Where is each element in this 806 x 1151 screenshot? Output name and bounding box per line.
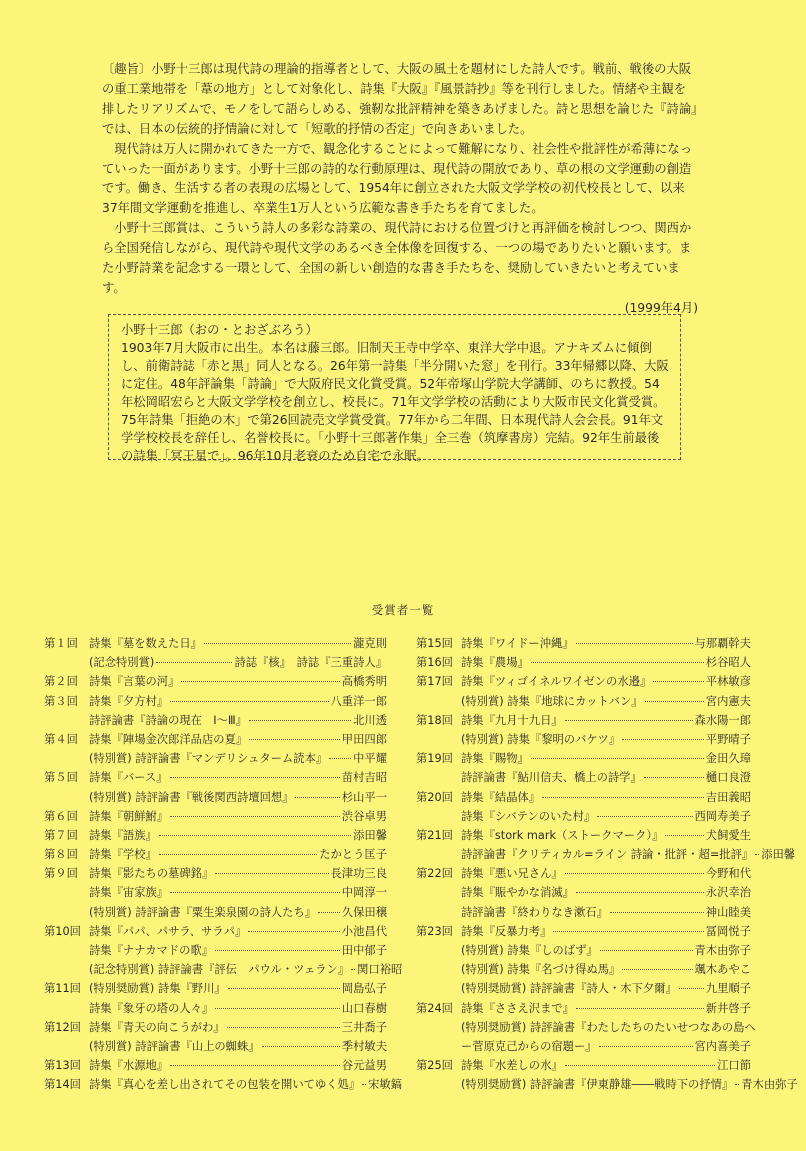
award-work: 詩集『ワイドー沖縄』 (461, 637, 574, 650)
award-author: 冨岡悦子 (705, 924, 751, 938)
award-round: 第24回 (416, 1001, 453, 1015)
leader-dots (204, 643, 351, 644)
award-work: 詩集『水差しの水』 (461, 1059, 563, 1073)
award-round: 第16回 (416, 656, 453, 670)
leader-dots (531, 662, 704, 663)
winner-row (416, 979, 751, 998)
winner-row (416, 864, 751, 883)
leader-dots (249, 720, 351, 721)
award-author: 森水陽一郎 (694, 713, 751, 727)
leader-dots (215, 1008, 340, 1009)
winner-row (416, 845, 796, 864)
award-work: 詩集『賑やかな消滅』 (461, 886, 574, 900)
award-work: (特別賞) 詩評論書『山上の蜘蛛』 (89, 1039, 260, 1053)
award-work: 詩集『真心を差し出されてその包装を開いてゆく処』 (89, 1078, 361, 1092)
winner-row (44, 1075, 403, 1094)
winner-row (416, 711, 751, 730)
award-author: 平林敏彦 (705, 675, 751, 689)
award-work: (特別賞) 詩評論書『戦後関西詩壇回想』 (89, 790, 294, 804)
winner-row (44, 979, 387, 998)
winner-row (416, 768, 751, 787)
award-author: 杉山平一 (341, 790, 387, 804)
award-author: 吉田義昭 (705, 790, 751, 804)
leader-dots (553, 931, 703, 932)
intro-paragraph-2: 現代詩は万人に開かれてきた一方で、観念化することによって難解になり、社会性や批評性が希薄になっていった一面があります。小野十三郎の詩的な行動原理は、現代詩の開放であり、草の根の文学運動の創造です。働き、生活する者の表現の広場として、1954年に創立された大阪文学学校の初代校長として、以来37年間文学運動を推進し、卒業生1万人という広範な書き手たちを育てました。 (102, 141, 693, 216)
award-author: 青木由弥子 (694, 944, 751, 957)
award-work: 詩集『水源地』 (89, 1059, 169, 1073)
award-round: 第13回 (44, 1059, 81, 1073)
leader-dots (597, 816, 692, 817)
award-work: 詩集『墓を数えた日』 (89, 637, 202, 650)
award-author: 新井啓子 (705, 1001, 751, 1015)
leader-dots (610, 912, 704, 913)
winner-row (416, 749, 751, 768)
award-work: 詩集『象牙の塔の人々』 (89, 1001, 214, 1015)
award-author: 添田馨 (761, 848, 796, 862)
leader-dots (531, 758, 704, 759)
leader-dots (665, 835, 703, 836)
award-work: (特別奨励賞) 詩集『野川』 (89, 982, 226, 996)
winner-row (416, 883, 751, 902)
award-author: 田中郁子 (341, 944, 387, 957)
leader-dots (170, 701, 328, 702)
leader-dots (159, 854, 317, 855)
leader-dots (170, 777, 340, 778)
leader-dots (755, 854, 759, 855)
award-author: 杉谷昭人 (705, 656, 751, 670)
leader-dots (156, 662, 232, 663)
award-work: 詩集『青天の向こうがわ』 (89, 1020, 225, 1034)
winner-row (44, 845, 387, 864)
award-author: 小池昌代 (341, 924, 387, 938)
award-round: 第17回 (416, 675, 453, 689)
award-round: 第９回 (44, 867, 78, 881)
leader-dots (228, 988, 340, 989)
award-round: 第20回 (416, 790, 453, 804)
winner-row (44, 883, 387, 902)
award-work: (特別賞) 詩評論書『粟生楽泉園の詩人たち』 (89, 905, 317, 919)
award-work: (特別奨励賞) 詩評論書『伊東静雄――戦時下の抒情』 (461, 1078, 734, 1092)
winner-row (44, 807, 387, 826)
award-work: 詩集『朝鮮鮒』 (89, 809, 169, 823)
award-round: 第25回 (416, 1059, 453, 1073)
leader-dots (227, 1027, 340, 1028)
winner-row (416, 999, 751, 1018)
award-author: 高橋秀明 (341, 675, 387, 689)
leader-dots (735, 1084, 739, 1085)
award-work: 詩集『九月十九日』 (461, 713, 563, 727)
leader-dots (295, 797, 339, 798)
leader-dots (644, 777, 704, 778)
award-round: 第21回 (416, 828, 453, 842)
winner-row (416, 672, 751, 691)
leader-dots (576, 1008, 704, 1009)
winner-row (44, 749, 387, 768)
biography-name: 小野十三郎（おの・とおざぶろう） (121, 323, 318, 337)
award-work: 詩集『ツィゴイネルワイゼンの水邉』 (461, 675, 652, 689)
leader-dots (622, 739, 704, 740)
winner-row (44, 692, 387, 711)
winner-row (416, 653, 751, 672)
award-work: (記念特別賞) 詩評論書『評伝 パウル・ツェラン』 (89, 963, 350, 977)
award-author: 宮内憲夫 (705, 694, 751, 708)
award-work: 詩集『結晶体』 (461, 790, 541, 804)
leader-dots (362, 1084, 366, 1085)
winner-row (44, 903, 387, 922)
award-author: 颯木あやこ (694, 963, 751, 977)
leader-dots (170, 816, 340, 817)
leader-dots (329, 758, 351, 759)
leader-dots (576, 892, 704, 893)
intro-text (102, 60, 698, 319)
winner-row (44, 960, 403, 979)
award-author: 山口春樹 (341, 1001, 387, 1015)
winner-row (416, 1075, 798, 1094)
award-author: 江口節 (717, 1059, 751, 1073)
leader-dots (679, 988, 704, 989)
award-round: 第７回 (44, 828, 78, 842)
award-round: 第４回 (44, 732, 78, 746)
winner-row (416, 960, 751, 979)
leader-dots (215, 873, 328, 874)
leader-dots (565, 1065, 715, 1066)
award-round: 第６回 (44, 809, 78, 823)
award-author: 金田久璋 (705, 752, 751, 766)
award-author: 甲田四郎 (341, 732, 387, 746)
winner-row (44, 826, 387, 845)
winner-row (416, 903, 751, 922)
award-author: 神山睦美 (705, 905, 751, 919)
winner-row (416, 634, 751, 653)
award-author: 九里順子 (705, 982, 751, 996)
leader-dots (249, 739, 340, 740)
award-author: 青木由弥子 (741, 1078, 798, 1092)
award-round: 第11回 (44, 982, 81, 996)
winner-row (44, 1037, 387, 1056)
award-round: 第５回 (44, 771, 78, 785)
winner-row (416, 826, 751, 845)
award-author: 長津功三良 (330, 867, 387, 881)
leader-dots (215, 950, 340, 951)
winner-row (44, 672, 387, 691)
award-round: 第18回 (416, 713, 453, 727)
award-author: 中平耀 (353, 752, 387, 766)
award-author: 樋口良澄 (705, 771, 751, 785)
award-author: 平野晴子 (705, 732, 751, 746)
leader-dots (170, 892, 340, 893)
award-author: 季村敏夫 (341, 1039, 387, 1053)
award-author: 北川透 (353, 713, 387, 727)
leader-dots (318, 912, 340, 913)
leader-dots (565, 873, 704, 874)
winner-row (44, 634, 387, 653)
award-author: 詩誌『核』 詩誌『三重詩人』 (234, 656, 387, 670)
winner-row (416, 1056, 751, 1075)
award-author: 中岡淳一 (341, 886, 387, 900)
leader-dots (351, 969, 355, 970)
biography-text: 1903年7月大阪市に出生。本名は藤三郎。旧制天王寺中学卒、東洋大学中退。アナキズムに傾倒し、前衛詩誌「赤と黒」同人となる。26年第一詩集「半分開いた窓」を刊行。33年帰郷以降、大阪に定住。48年評論集「詩論」で大阪府民文化賞受賞。52年帝塚山学院大学講師、のちに教授。54年松岡昭宏らと大阪文学学校を創立し、校長に。71年文学学校の活動により大阪市民文化賞受賞。75年詩集「拒絶の木」で第26回読売文学賞受賞。77年から二年間、日本現代詩人会会長。91年文学学校校長を辞任し、名誉校長に。「小野十三郎著作集」全三巻（筑摩書房）完結。92年生前最後の詩集「冥王星で」。96年10月老衰のため自宅で永眠。 (121, 341, 669, 463)
leader-dots (159, 835, 351, 836)
award-round: 第14回 (44, 1078, 81, 1092)
award-work: (特別賞) 詩集『名づけ得ぬ馬』 (461, 963, 621, 977)
award-work: 詩集『stork mark（ストークマーク）』 (461, 828, 664, 842)
winners-column-left (44, 634, 403, 1095)
award-work: 詩集『語族』 (89, 828, 157, 842)
award-author: 犬飼愛生 (705, 828, 751, 842)
award-round: 第10回 (44, 924, 81, 938)
leader-dots (653, 681, 704, 682)
award-work: (特別賞) 詩集『しのばず』 (461, 944, 598, 957)
award-work: (特別奨励賞) 詩評論書『詩人・木下夕爾』 (461, 982, 677, 996)
award-round: 第19回 (416, 752, 453, 766)
leader-dots (181, 681, 339, 682)
winner-row (416, 807, 751, 826)
award-work: 詩集『夕方村』 (89, 694, 169, 708)
award-round: 第１回 (44, 637, 78, 650)
winner-row (416, 941, 751, 960)
award-author: 関口裕昭 (357, 963, 403, 977)
award-work: 詩集『ささえ沢まで』 (461, 1001, 574, 1015)
award-author: 宮内喜美子 (694, 1039, 751, 1053)
award-work: 詩集『陣場金次郎洋品店の夏』 (89, 732, 248, 746)
winner-row (416, 922, 751, 941)
winner-row (416, 692, 751, 711)
leader-dots (542, 797, 704, 798)
award-work: 詩集『影たちの墓碑銘』 (89, 867, 214, 881)
leader-dots (576, 643, 693, 644)
award-work: (特別賞) 詩集『黎明のバケツ』 (461, 732, 621, 746)
winner-row (44, 1018, 387, 1037)
intro-date: (1999年4月) (624, 300, 698, 315)
leader-dots (645, 701, 704, 702)
award-round: 第23回 (416, 924, 453, 938)
award-work: 詩集『賜物』 (461, 752, 529, 766)
award-work: 詩集『ナナカマドの歌』 (89, 944, 214, 957)
award-round: 第８回 (44, 848, 78, 862)
award-round: 第15回 (416, 637, 453, 650)
award-work: 詩集『反暴力考』 (461, 924, 552, 938)
award-work: 詩集『シバテンのいた村』 (461, 809, 596, 823)
award-work: 詩集『パパ、パサラ、サラパ』 (89, 924, 247, 938)
award-work: (特別奨励賞) 詩評論書『わたしたちのたいせつなあの島へ (461, 1020, 756, 1034)
winner-row (44, 941, 387, 960)
award-author: 谷元益男 (341, 1059, 387, 1073)
winner-row (416, 1037, 751, 1056)
award-work: 詩評論書『鮎川信夫、橋上の詩学』 (461, 771, 642, 785)
award-work: 詩集『学校』 (89, 848, 157, 862)
intro-paragraph-3: 小野十三郎賞は、こういう詩人の多彩な詩業の、現代詩における位置づけと再評価を検討しつつ、関西から全国発信しながら、現代詩や現代文学のあるべき全体像を回復する、一つの場でありたいと願います。また小野詩業を記念する一環として、全国の新しい創造的な書き手たちを、奨励していきたいと考えています。 (102, 221, 692, 295)
award-author: 八重洋一郎 (330, 694, 387, 708)
winner-row (44, 768, 387, 787)
biography-box (108, 314, 681, 463)
award-work: 詩集『バース』 (89, 771, 168, 785)
leader-dots (248, 931, 340, 932)
winner-row (44, 788, 387, 807)
award-work: 詩集『悪い兄さん』 (461, 867, 563, 881)
award-author: 三井喬子 (341, 1020, 387, 1034)
award-author: 添田馨 (353, 828, 387, 842)
winners-list-title: 受賞者一覧 (371, 603, 435, 617)
winner-row (44, 922, 387, 941)
intro-paragraph-purpose: 〔趣旨〕小野十三郎は現代詩の理論的指導者として、大阪の風土を題材にした詩人です。戦前、戦後の大阪の重工業地帯を「葦の地方」として対象化し、詩集『大阪』『風景詩抄』等を刊行しました。情緒や主観を排したリアリズムで、モノをして語らしめる、強靭な批評精神を築きあげました。詩と思想を論じた『詩論』では、日本の伝統的抒情論に対して「短歌的抒情の否定」で向きあいました。 (102, 62, 698, 136)
award-work: 詩集『農場』 (461, 656, 529, 670)
award-work: (記念特別賞) (89, 656, 155, 670)
leader-dots (262, 1046, 340, 1047)
award-work: (特別賞) 詩評論書『マンデリシュターム読本』 (89, 752, 328, 766)
winner-row (44, 730, 387, 749)
winners-column-right (416, 634, 798, 1095)
award-author: 久保田穣 (341, 905, 387, 919)
award-work: ー菅原克己からの宿題ー』 (461, 1039, 597, 1053)
award-round: 第３回 (44, 694, 78, 708)
award-round: 第２回 (44, 675, 78, 689)
award-author: 瀧克則 (353, 637, 387, 650)
award-author: 宋敏鎬 (368, 1078, 403, 1092)
award-author: 苗村吉昭 (341, 771, 387, 785)
award-author: たかとう匡子 (319, 848, 387, 862)
award-author: 岡島弘子 (341, 982, 387, 996)
award-work: 詩評論書『詩論の現在 Ⅰ〜Ⅲ』 (89, 713, 247, 727)
award-work: (特別賞) 詩集『地球にカットバン』 (461, 694, 643, 708)
winner-row (44, 653, 387, 672)
winner-row (44, 999, 387, 1018)
winner-row (416, 730, 751, 749)
award-round: 第22回 (416, 867, 453, 881)
leader-dots (622, 969, 692, 970)
award-work: 詩集『言葉の河』 (89, 675, 180, 689)
leader-dots (599, 1046, 693, 1047)
winner-row (44, 864, 387, 883)
award-author: 西岡寿美子 (694, 809, 751, 823)
award-work: 詩評論書『クリティカル=ライン 詩論・批評・超=批評』 (461, 848, 754, 862)
award-author: 与那覇幹夫 (694, 637, 751, 650)
award-author: 渋谷卓男 (341, 809, 387, 823)
award-author: 永沢幸治 (705, 886, 751, 900)
winner-row (416, 788, 751, 807)
winner-row (416, 1018, 756, 1037)
award-round: 第12回 (44, 1020, 81, 1034)
leader-dots (565, 720, 693, 721)
leader-dots (170, 1065, 340, 1066)
award-author: 今野和代 (705, 867, 751, 881)
leader-dots (600, 950, 693, 951)
award-work: 詩集『宙家族』 (89, 886, 169, 900)
award-work: 詩評論書『終わりなき漱石』 (461, 905, 608, 919)
winner-row (44, 711, 387, 730)
winner-row (44, 1056, 387, 1075)
